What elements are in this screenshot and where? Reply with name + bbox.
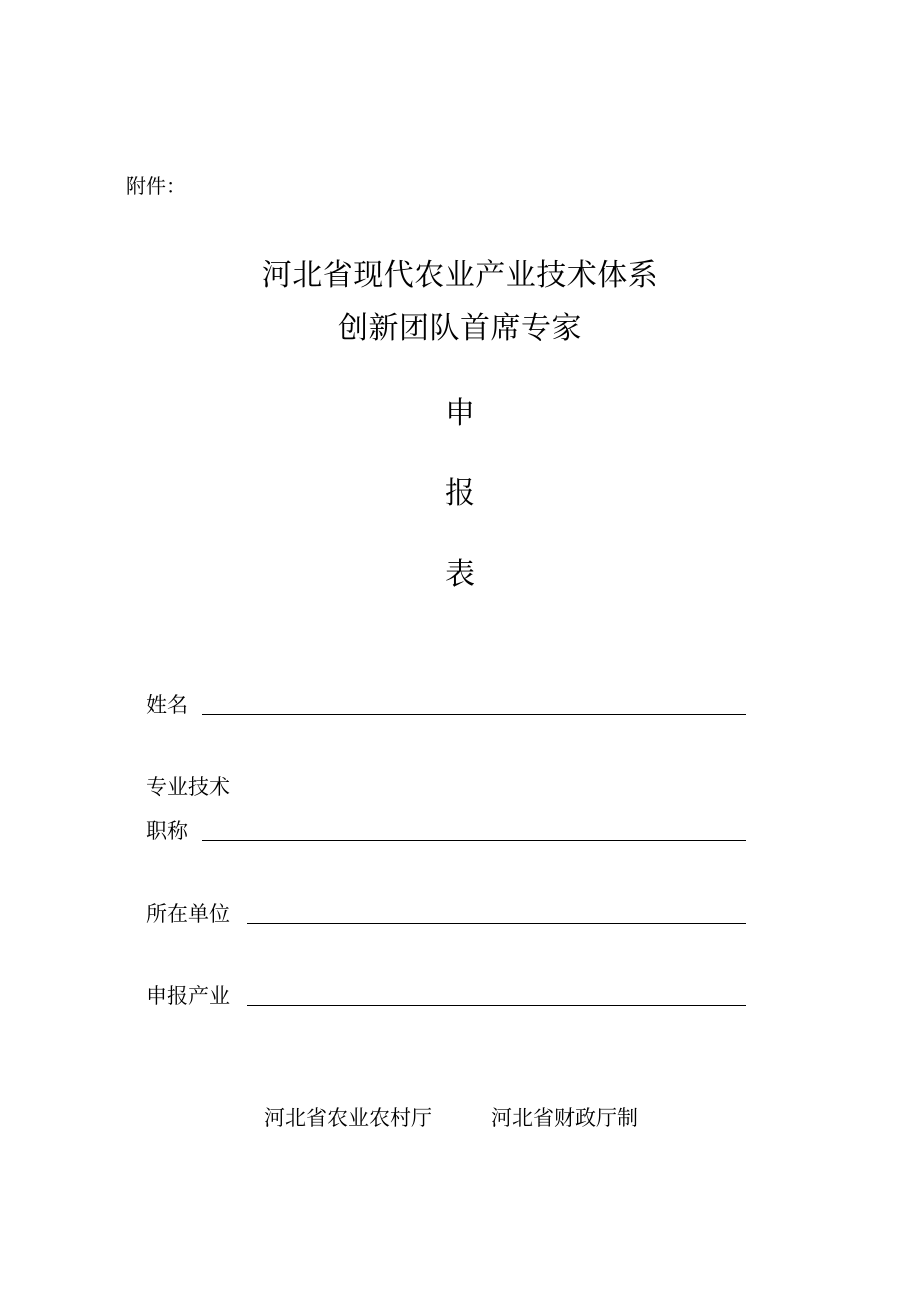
issuer-agriculture-dept: 河北省农业农村厅 [264,1106,432,1130]
issuer-finance-dept: 河北省财政厅制 [491,1106,638,1130]
industry-field-line[interactable] [247,1005,746,1006]
form-type-char-1: 申 [445,396,475,431]
name-field-line[interactable] [202,714,746,715]
attachment-label: 附件： [126,174,186,198]
name-label: 姓名 [146,693,188,717]
professional-title-label-line-1: 专业技术 [146,775,230,799]
work-unit-label: 所在单位 [146,902,230,926]
form-type-char-3: 表 [445,557,475,592]
form-type-char-2: 报 [445,476,475,511]
work-unit-field-line[interactable] [247,923,746,924]
professional-title-label-line-2: 职称 [146,819,188,843]
document-title-line-2: 创新团队首席专家 [338,311,582,346]
industry-label: 申报产业 [146,984,230,1008]
document-title-line-1: 河北省现代农业产业技术体系 [261,258,659,293]
professional-title-field-line[interactable] [202,840,746,841]
